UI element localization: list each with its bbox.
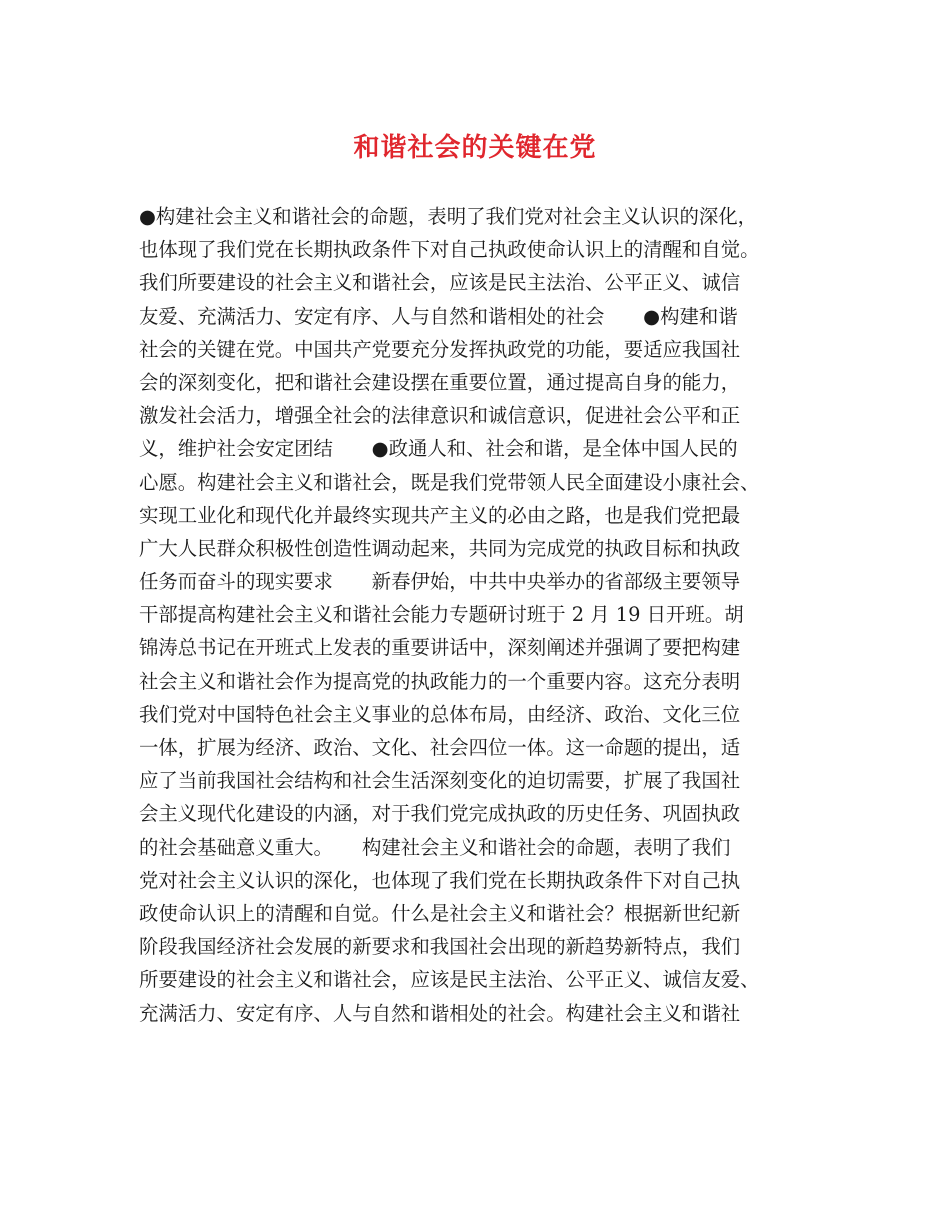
body-line: 社会主义和谐社会作为提高党的执政能力的一个重要内容。这充分表明 <box>139 669 741 693</box>
body-line: 所要建设的社会主义和谐社会，应该是民主法治、公平正义、诚信友爱、 <box>139 968 760 992</box>
body-line: 党对社会主义认识的深化，也体现了我们党在长期执政条件下对自己执 <box>139 868 741 892</box>
body-line: 应了当前我国社会结构和社会生活深刻变化的迫切需要，扩展了我国社 <box>139 769 741 793</box>
body-line: 实现工业化和现代化并最终实现共产主义的必由之路，也是我们党把最 <box>139 503 741 527</box>
body-line: 友爱、充满活力、安定有序、人与自然和谐相处的社会 ●构建和谐 <box>139 304 738 328</box>
body-line: 阶段我国经济社会发展的新要求和我国社会出现的新趋势新特点，我们 <box>139 935 741 959</box>
body-line: 会主义现代化建设的内涵，对于我们党完成执政的历史任务、巩固执政 <box>139 802 741 826</box>
body-line: 任务而奋斗的现实要求 新春伊始，中共中央举办的省部级主要领导 <box>139 570 741 594</box>
body-line: 也体现了我们党在长期执政条件下对自己执政使命认识上的清醒和自觉。 <box>139 238 760 262</box>
body-line: ●构建社会主义和谐社会的命题，表明了我们党对社会主义认识的深化， <box>139 205 758 228</box>
body-line: 激发社会活力，增强全社会的法律意识和诚信意识，促进社会公平和正 <box>139 404 741 428</box>
body-line: 心愿。构建社会主义和谐社会，既是我们党带领人民全面建设小康社会、 <box>139 470 760 494</box>
document-body <box>139 200 829 1030</box>
body-line: 的社会基础意义重大。 构建社会主义和谐社会的命题，表明了我们 <box>139 835 731 859</box>
body-line: 充满活力、安定有序、人与自然和谐相处的社会。构建社会主义和谐社 <box>139 1001 741 1025</box>
body-line: 会的深刻变化，把和谐社会建设摆在重要位置，通过提高自身的能力， <box>139 370 741 394</box>
document-title: 和谐社会的关键在党 <box>353 133 597 163</box>
body-line: 一体，扩展为经济、政治、文化、社会四位一体。这一命题的提出，适 <box>139 736 741 759</box>
body-line: 政使命认识上的清醒和自觉。什么是社会主义和谐社会？根据新世纪新 <box>139 901 741 925</box>
body-line: 锦涛总书记在开班式上发表的重要讲话中，深刻阐述并强调了要把构建 <box>139 636 741 660</box>
body-line: 义，维护社会安定团结 ●政通人和、社会和谐，是全体中国人民的 <box>139 437 738 461</box>
body-line: 广大人民群众积极性创造性调动起来，共同为完成党的执政目标和执政 <box>139 536 741 560</box>
body-line: 干部提高构建社会主义和谐社会能力专题研讨班于 2 月 19 日开班。胡 <box>139 603 744 627</box>
body-line: 我们党对中国特色社会主义事业的总体布局，由经济、政治、文化三位 <box>139 702 741 726</box>
body-line: 社会的关键在党。中国共产党要充分发挥执政党的功能，要适应我国社 <box>139 337 741 361</box>
body-line: 我们所要建设的社会主义和谐社会，应该是民主法治、公平正义、诚信 <box>139 271 741 295</box>
